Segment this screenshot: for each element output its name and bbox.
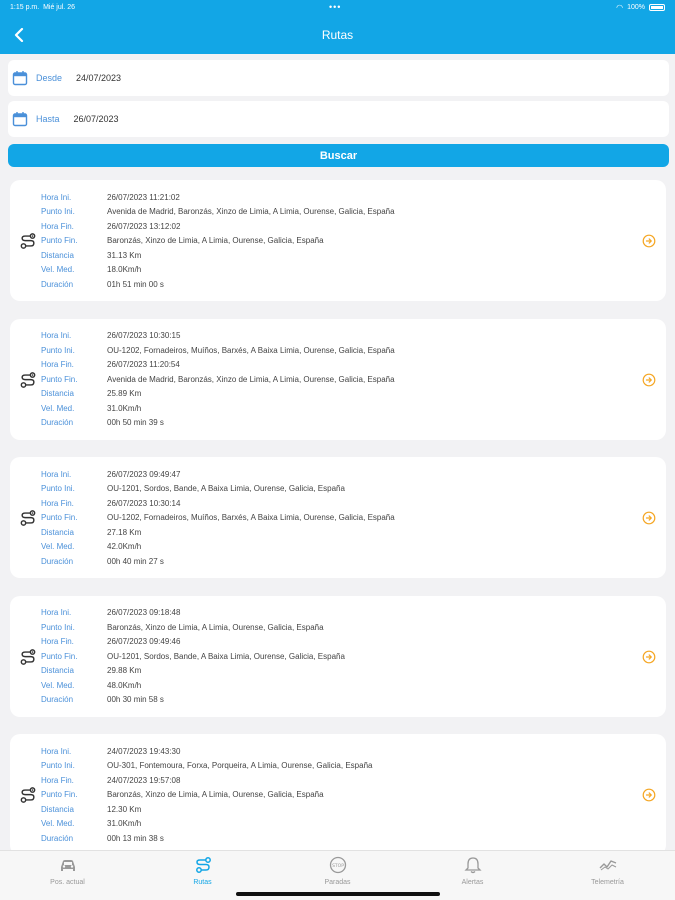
route-field-punto-fin bbox=[41, 511, 395, 526]
route-field-vel-med bbox=[41, 678, 345, 693]
route-field-hora-ini bbox=[41, 606, 345, 621]
route-details bbox=[41, 190, 395, 292]
tab-rutas[interactable] bbox=[135, 855, 270, 895]
field-label: Duración bbox=[41, 279, 74, 289]
field-label: Punto Fin. bbox=[41, 513, 78, 523]
field-label: Hora Ini. bbox=[41, 469, 72, 479]
route-field-hora-fin bbox=[41, 773, 372, 788]
route-field-vel-med bbox=[41, 540, 395, 555]
route-field-hora-fin bbox=[41, 496, 395, 511]
route-field-duracion bbox=[41, 416, 395, 431]
field-label: Duración bbox=[41, 556, 74, 566]
field-label: Vel. Med. bbox=[41, 819, 75, 829]
route-icon bbox=[193, 855, 213, 875]
field-value: Avenida de Madrid, Baronzás, Xinzo de Limia, A Limia, Ourense, Galicia, España bbox=[107, 207, 395, 217]
status-time: 1:15 p.m. Mié jul. 26 bbox=[10, 4, 75, 11]
arrow-right-circle-icon[interactable] bbox=[642, 511, 656, 525]
field-label: Distancia bbox=[41, 389, 74, 399]
field-value: 00h 13 min 38 s bbox=[107, 833, 164, 843]
field-value: 26/07/2023 13:12:02 bbox=[107, 221, 181, 231]
field-label: Punto Ini. bbox=[41, 345, 75, 355]
wifi-icon: ◠ bbox=[616, 3, 624, 12]
field-value: 26/07/2023 09:49:46 bbox=[107, 637, 181, 647]
tab-alertas[interactable] bbox=[405, 855, 540, 895]
route-details bbox=[41, 467, 395, 569]
field-value: 24/07/2023 19:43:30 bbox=[107, 746, 181, 756]
field-label: Vel. Med. bbox=[41, 680, 75, 690]
field-value: 26/07/2023 11:21:02 bbox=[107, 192, 180, 202]
field-value: Baronzás, Xinzo de Limia, A Limia, Ourense, Galicia, España bbox=[107, 622, 324, 632]
route-field-hora-fin bbox=[41, 358, 395, 373]
field-label: Hora Ini. bbox=[41, 331, 72, 341]
tab-pos-actual[interactable] bbox=[0, 855, 135, 895]
multitask-dots[interactable]: ••• bbox=[329, 2, 342, 12]
field-label: Vel. Med. bbox=[41, 265, 75, 275]
field-value: 18.0Km/h bbox=[107, 265, 142, 275]
route-card[interactable] bbox=[10, 596, 666, 717]
field-value: OU-1202, Fornadeiros, Muíños, Barxés, A Baixa Limia, Ourense, Galicia, España bbox=[107, 513, 395, 523]
field-value: 26/07/2023 09:49:47 bbox=[107, 469, 181, 479]
field-value: 12.30 Km bbox=[107, 804, 142, 814]
field-value: 48.0Km/h bbox=[107, 680, 142, 690]
field-label: Distancia bbox=[41, 527, 74, 537]
route-field-duracion bbox=[41, 277, 395, 292]
field-label: Punto Fin. bbox=[41, 236, 78, 246]
field-label: Distancia bbox=[41, 666, 74, 676]
field-label: Punto Ini. bbox=[41, 761, 75, 771]
field-value: 31.0Km/h bbox=[107, 403, 142, 413]
search-button[interactable]: Buscar bbox=[8, 144, 669, 167]
status-bar bbox=[0, 0, 675, 16]
field-value: 01h 51 min 00 s bbox=[107, 279, 164, 289]
arrow-right-circle-icon[interactable] bbox=[642, 788, 656, 802]
home-indicator[interactable] bbox=[236, 892, 440, 896]
route-field-hora-fin bbox=[41, 219, 395, 234]
route-icon bbox=[19, 371, 37, 389]
route-field-duracion bbox=[41, 831, 372, 846]
route-details bbox=[41, 329, 395, 431]
field-label: Hora Fin. bbox=[41, 637, 74, 647]
hasta-date-field[interactable] bbox=[8, 101, 669, 137]
route-field-punto-ini bbox=[41, 482, 395, 497]
field-label: Distancia bbox=[41, 804, 74, 814]
field-value: 31.13 Km bbox=[107, 250, 142, 260]
field-value: 26/07/2023 10:30:14 bbox=[107, 498, 181, 508]
route-field-hora-ini bbox=[41, 190, 395, 205]
route-card[interactable] bbox=[10, 180, 666, 301]
route-field-punto-ini bbox=[41, 620, 345, 635]
field-value: 29.88 Km bbox=[107, 666, 142, 676]
arrow-right-circle-icon[interactable] bbox=[642, 234, 656, 248]
field-value: 00h 40 min 27 s bbox=[107, 556, 164, 566]
route-field-duracion bbox=[41, 554, 395, 569]
field-value: Baronzás, Xinzo de Limia, A Limia, Ourense, Galicia, España bbox=[107, 236, 324, 246]
field-label: Vel. Med. bbox=[41, 403, 75, 413]
svg-text:STOP: STOP bbox=[331, 863, 344, 869]
field-value: 25.89 Km bbox=[107, 389, 142, 399]
field-label: Hora Ini. bbox=[41, 192, 72, 202]
field-value: OU-1202, Fornadeiros, Muíños, Barxés, A Baixa Limia, Ourense, Galicia, España bbox=[107, 345, 395, 355]
route-field-punto-ini bbox=[41, 205, 395, 220]
bell-icon bbox=[463, 855, 483, 875]
hasta-label: Hasta bbox=[36, 114, 60, 124]
field-value: 26/07/2023 10:30:15 bbox=[107, 331, 181, 341]
route-details bbox=[41, 606, 345, 708]
desde-value: 24/07/2023 bbox=[76, 73, 122, 83]
field-value: OU-1201, Sordos, Bande, A Baixa Limia, Ourense, Galicia, España bbox=[107, 651, 345, 661]
app-header bbox=[0, 0, 675, 54]
field-value: 31.0Km/h bbox=[107, 819, 142, 829]
tab-telemetria[interactable] bbox=[540, 855, 675, 895]
field-label: Punto Fin. bbox=[41, 790, 78, 800]
field-label: Hora Fin. bbox=[41, 775, 74, 785]
car-icon bbox=[58, 855, 78, 875]
field-label: Duración bbox=[41, 418, 74, 428]
field-value: Avenida de Madrid, Baronzás, Xinzo de Limia, A Limia, Ourense, Galicia, España bbox=[107, 374, 395, 384]
route-field-vel-med bbox=[41, 263, 395, 278]
field-label: Hora Ini. bbox=[41, 746, 72, 756]
field-value: 26/07/2023 09:18:48 bbox=[107, 608, 181, 618]
field-value: OU-301, Fontemoura, Forxa, Porqueira, A Limia, Ourense, Galicia, España bbox=[107, 761, 373, 771]
route-field-distancia bbox=[41, 525, 395, 540]
page-title: Rutas bbox=[321, 28, 354, 42]
tab-paradas[interactable] bbox=[270, 855, 405, 895]
battery-percent: 100% bbox=[627, 4, 645, 11]
field-value: 00h 50 min 39 s bbox=[107, 418, 164, 428]
field-value: 42.0Km/h bbox=[107, 542, 142, 552]
route-field-distancia bbox=[41, 387, 395, 402]
route-field-punto-fin bbox=[41, 234, 395, 249]
field-label: Hora Fin. bbox=[41, 498, 74, 508]
field-label: Duración bbox=[41, 833, 74, 843]
field-label: Punto Fin. bbox=[41, 651, 78, 661]
route-field-distancia bbox=[41, 248, 395, 263]
arrow-right-circle-icon[interactable] bbox=[642, 650, 656, 664]
hasta-value: 26/07/2023 bbox=[73, 114, 119, 124]
route-field-punto-ini bbox=[41, 759, 372, 774]
route-field-hora-ini bbox=[41, 744, 372, 759]
route-card[interactable] bbox=[10, 457, 666, 578]
field-label: Punto Ini. bbox=[41, 484, 75, 494]
route-field-hora-ini bbox=[41, 329, 395, 344]
field-value: 26/07/2023 11:20:54 bbox=[107, 360, 180, 370]
route-field-punto-fin bbox=[41, 788, 372, 803]
field-value: Baronzás, Xinzo de Limia, A Limia, Ourense, Galicia, España bbox=[107, 790, 324, 800]
route-field-punto-fin bbox=[41, 649, 345, 664]
route-icon bbox=[19, 648, 37, 666]
route-field-distancia bbox=[41, 802, 372, 817]
stop-icon bbox=[328, 855, 348, 875]
route-card[interactable] bbox=[10, 319, 666, 440]
telemetry-icon bbox=[598, 855, 618, 875]
desde-label: Desde bbox=[36, 73, 63, 83]
tab-label: Paradas bbox=[324, 879, 351, 886]
route-field-vel-med bbox=[41, 817, 372, 832]
route-field-punto-ini bbox=[41, 343, 395, 358]
route-details bbox=[41, 744, 372, 846]
route-field-hora-fin bbox=[41, 635, 345, 650]
route-icon bbox=[19, 232, 37, 250]
field-label: Duración bbox=[41, 695, 74, 705]
field-label: Punto Fin. bbox=[41, 374, 78, 384]
battery-icon bbox=[649, 4, 665, 11]
field-label: Vel. Med. bbox=[41, 542, 75, 552]
field-value: 00h 30 min 58 s bbox=[107, 695, 164, 705]
tab-label: Rutas bbox=[193, 879, 212, 886]
calendar-icon bbox=[12, 70, 28, 86]
field-value: OU-1201, Sordos, Bande, A Baixa Limia, Ourense, Galicia, España bbox=[107, 484, 345, 494]
field-label: Hora Ini. bbox=[41, 608, 72, 618]
tab-label: Alertas bbox=[461, 879, 484, 886]
route-field-vel-med bbox=[41, 401, 395, 416]
field-label: Hora Fin. bbox=[41, 221, 74, 231]
route-field-punto-fin bbox=[41, 372, 395, 387]
routes-list[interactable] bbox=[0, 178, 675, 850]
arrow-right-circle-icon[interactable] bbox=[642, 373, 656, 387]
tab-label: Telemetría bbox=[591, 879, 624, 886]
route-card[interactable] bbox=[10, 734, 666, 850]
desde-date-field[interactable] bbox=[8, 60, 669, 96]
route-field-duracion bbox=[41, 693, 345, 708]
field-label: Distancia bbox=[41, 250, 74, 260]
field-label: Hora Fin. bbox=[41, 360, 74, 370]
field-label: Punto Ini. bbox=[41, 622, 75, 632]
field-value: 27.18 Km bbox=[107, 527, 142, 537]
route-icon bbox=[19, 786, 37, 804]
route-field-hora-ini bbox=[41, 467, 395, 482]
route-field-distancia bbox=[41, 664, 345, 679]
status-indicators bbox=[616, 3, 665, 12]
calendar-icon bbox=[12, 111, 28, 127]
field-label: Punto Ini. bbox=[41, 207, 75, 217]
field-value: 24/07/2023 19:57:08 bbox=[107, 775, 181, 785]
tab-label: Pos. actual bbox=[50, 879, 85, 886]
route-icon bbox=[19, 509, 37, 527]
